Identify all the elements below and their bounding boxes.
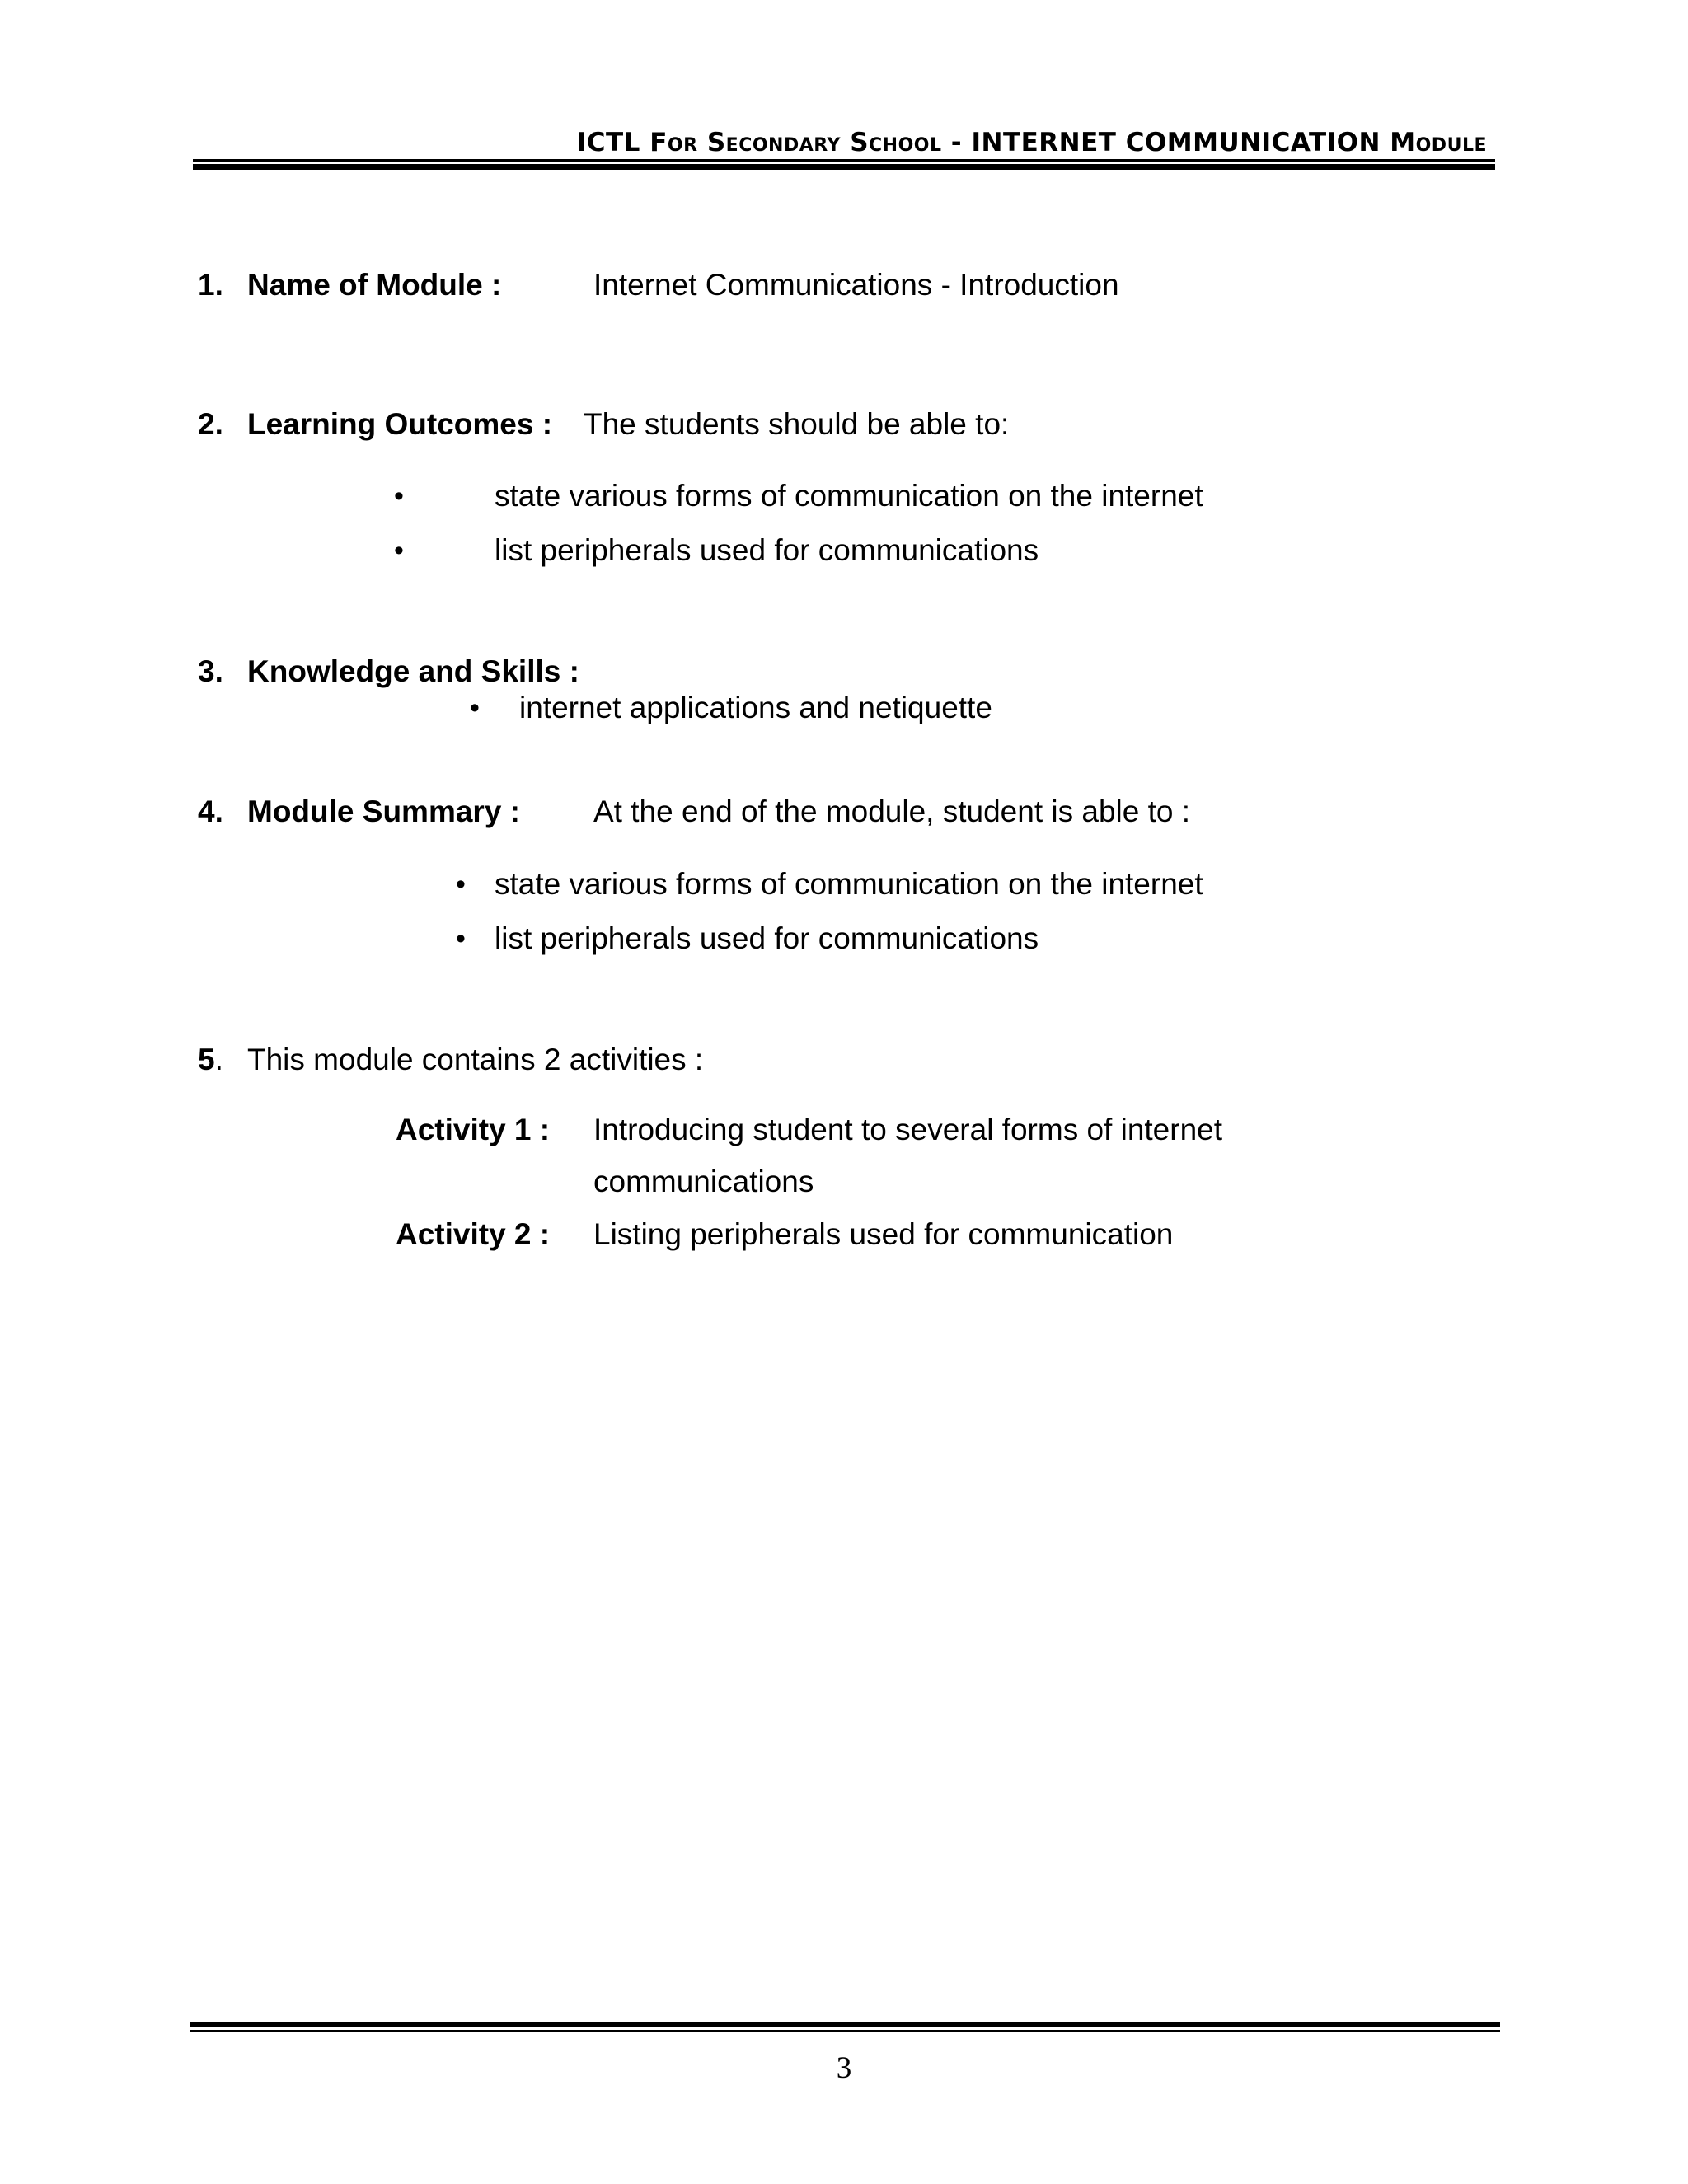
section-5-number — [198, 1042, 223, 1078]
footer-rule-thick — [190, 2022, 1500, 2027]
bullet-icon: • — [394, 535, 404, 566]
section-4-number: 4. — [198, 794, 223, 828]
header-rule-thick — [193, 164, 1495, 170]
section-3-label: Knowledge and Skills : — [247, 654, 579, 688]
section-1-value: Internet Communications - Introduction — [593, 268, 1119, 302]
running-header — [577, 128, 1487, 157]
section-5-number-dot: . — [214, 1043, 223, 1076]
section-4-label: Module Summary : — [247, 794, 520, 828]
section-5-number-digit: 5 — [198, 1043, 215, 1076]
activity-1-text: Introducing student to several forms of internet — [593, 1113, 1223, 1146]
header-rule-thin — [193, 159, 1495, 162]
activity-1-label: Activity 1 : — [396, 1113, 551, 1146]
section-3-item: internet applications and netiquette — [519, 691, 992, 724]
page-number: 3 — [836, 2051, 852, 2085]
header-topic: INTERNET COMMUNICATION — [971, 128, 1381, 157]
footer-rule-thin — [190, 2030, 1500, 2032]
bullet-icon: • — [456, 923, 466, 954]
section-4-intro: At the end of the module, student is able to : — [593, 794, 1191, 828]
section-2-intro: The students should be able to: — [584, 407, 1010, 441]
section-2-number: 2. — [198, 407, 223, 441]
activity-1-text-cont: communications — [593, 1165, 814, 1198]
header-separator: - — [941, 128, 972, 157]
section-4-item: state various forms of communication on the internet — [495, 867, 1203, 901]
header-course: ICTL For Secondary School — [576, 128, 942, 157]
section-5-intro: This module contains 2 activities : — [247, 1043, 704, 1076]
section-1-number: 1. — [198, 268, 223, 302]
section-2-item: list peripherals used for communications — [495, 533, 1039, 567]
bullet-icon: • — [456, 869, 466, 900]
section-1-label: Name of Module : — [247, 268, 502, 302]
bullet-icon: • — [394, 480, 404, 512]
section-2-item: state various forms of communication on the internet — [495, 479, 1203, 513]
activity-2-label: Activity 2 : — [396, 1217, 551, 1251]
header-module: Module — [1380, 128, 1487, 157]
section-4-item: list peripherals used for communications — [495, 921, 1039, 955]
bullet-icon: • — [470, 692, 480, 724]
section-3-number: 3. — [198, 654, 223, 688]
activity-2-text: Listing peripherals used for communication — [593, 1217, 1174, 1251]
section-2-label: Learning Outcomes : — [247, 407, 553, 441]
